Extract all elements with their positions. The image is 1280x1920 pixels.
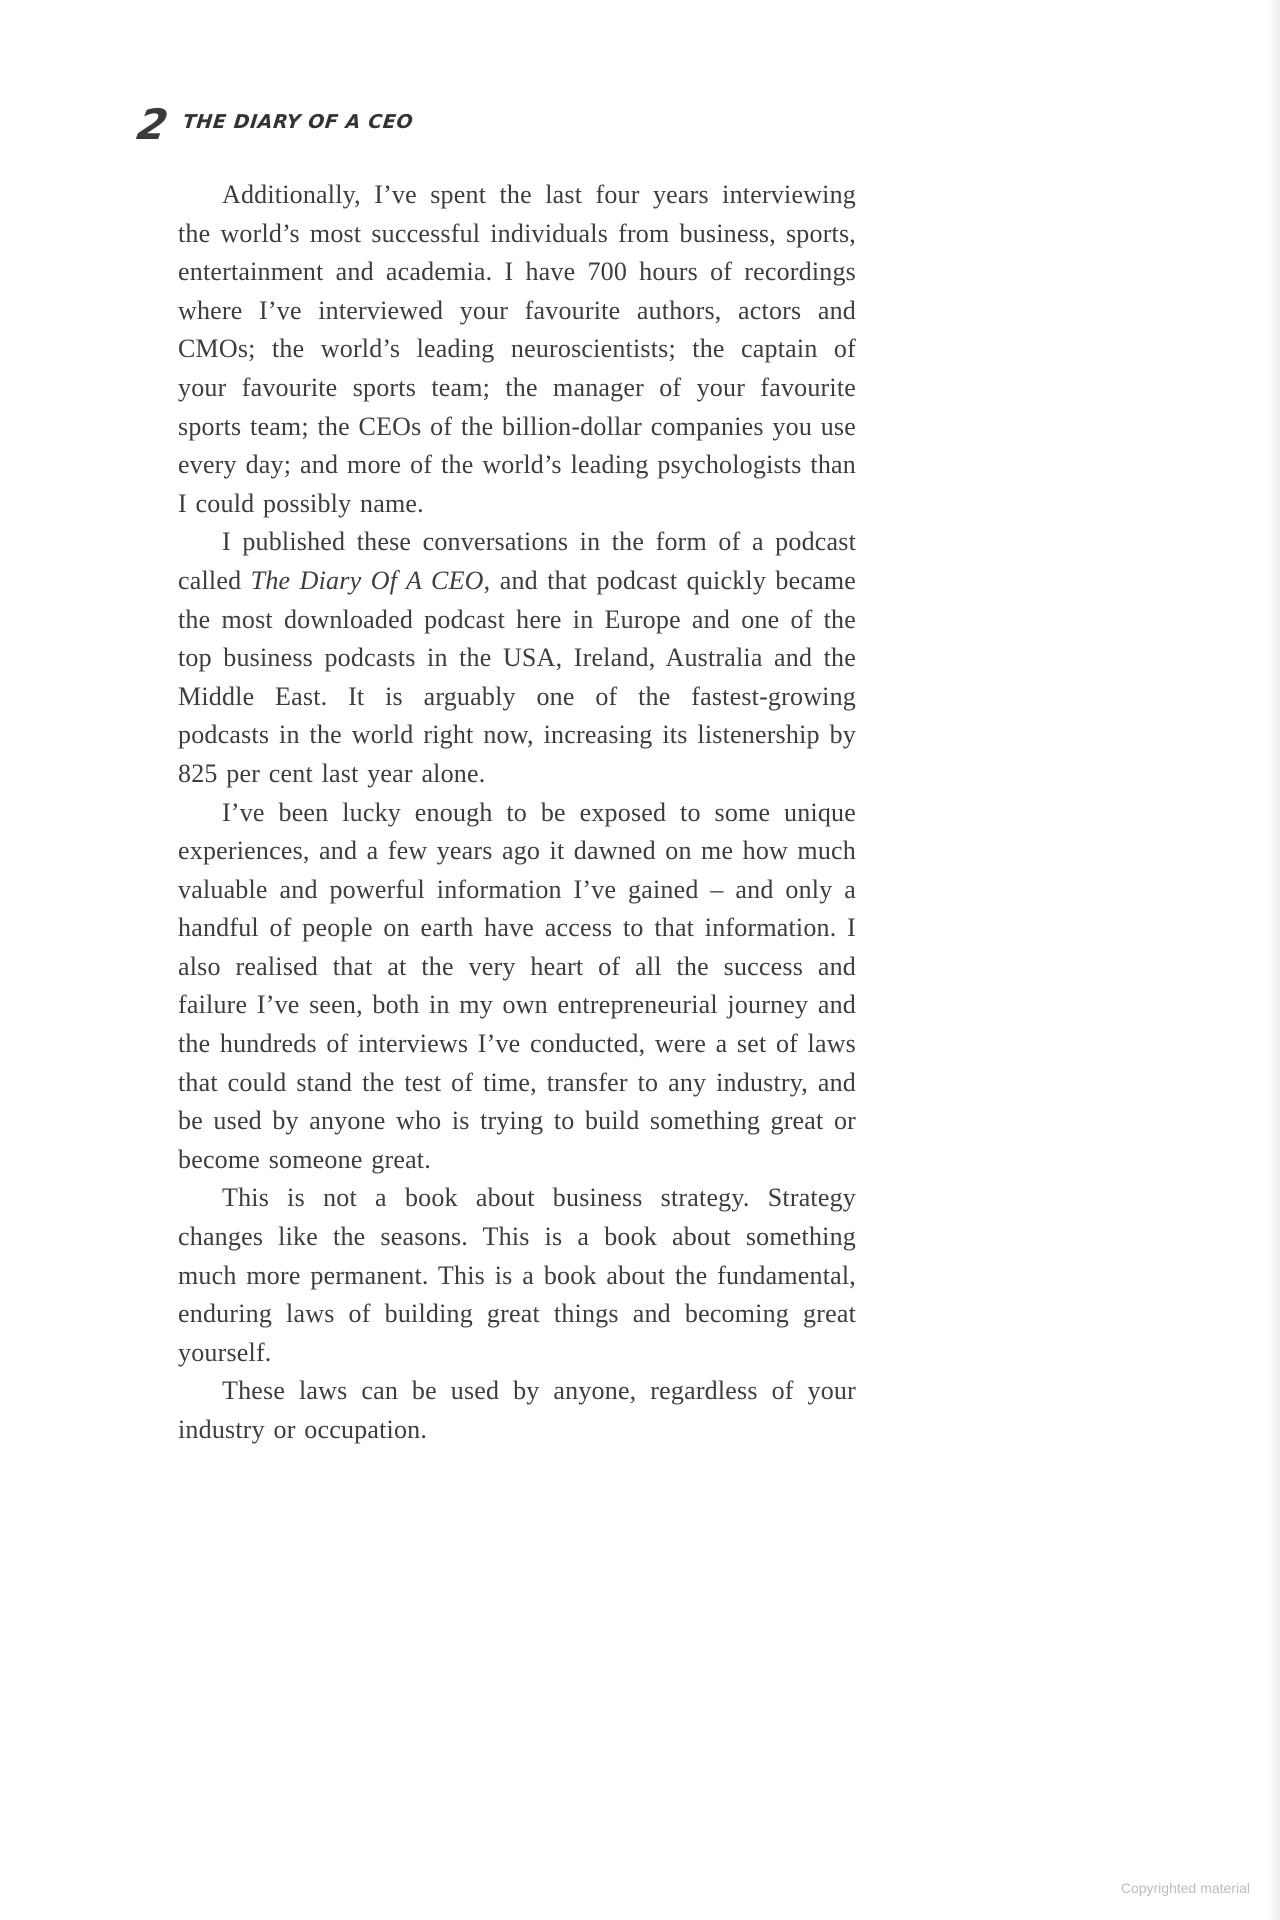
body-text-block [178, 176, 856, 1450]
page-number: 2 [133, 100, 172, 149]
paragraph-segment: I published these conversations in the form of a podcast called [178, 527, 856, 595]
book-title-italic: The Diary Of A CEO [250, 565, 484, 595]
page-edge-shadow [1268, 0, 1280, 1920]
page-header [133, 100, 415, 149]
body-paragraph: Additionally, I’ve spent the last four years interviewing the world’s most successful individuals from business, sports, entertainment and academia. I have 700 hours of recordings where I’ve interviewed your favourite authors, actors and CMOs; the world’s leading neuroscientists; the captain of your favourite sports team; the manager of your favourite sports team; the CEOs of the billion-dollar companies you use every day; and more of the world’s leading psychologists than I could possibly name. [178, 180, 856, 518]
copyright-watermark: Copyrighted material [1120, 1880, 1250, 1896]
body-paragraph [178, 523, 856, 793]
body-paragraph: This is not a book about business strategy. Strategy changes like the seasons. This is a book about something much more permanent. This is a book about the fundamental, enduring laws of building great things and becoming great yourself. [178, 1183, 856, 1367]
paragraph-segment: , and that podcast quickly became the most downloaded podcast here in Europe and one of the top business podcasts in the USA, Ireland, Australia and the Middle East. It is arguably one of the fastest-growing podcasts in the world right now, increasing its listenership by 825 per cent last year alone. [178, 565, 857, 788]
running-head-title: THE DIARY OF A CEO [182, 111, 415, 133]
body-paragraph: I’ve been lucky enough to be exposed to some unique experiences, and a few years ago it dawned on me how much valuable and powerful information I’ve gained – and only a handful of people on earth have access to that information. I also realised that at the very heart of all the success and failure I’ve seen, both in my own entrepreneurial journey and the hundreds of interviews I’ve conducted, were a set of laws that could stand the test of time, transfer to any industry, and be used by anyone who is trying to build something great or become someone great. [178, 797, 856, 1174]
body-paragraph: These laws can be used by anyone, regardless of your industry or occupation. [178, 1376, 856, 1444]
